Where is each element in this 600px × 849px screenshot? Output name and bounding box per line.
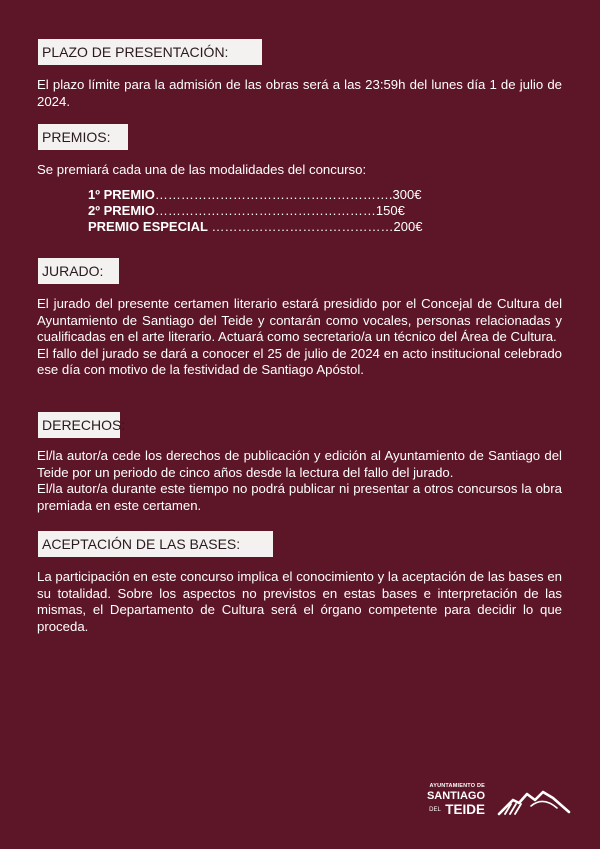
prize-label: PREMIO ESPECIAL [88, 219, 208, 234]
plazo-paragraph: El plazo límite para la admisión de las obras será a las 23:59h del lunes día 1 de julio de 2024. [37, 77, 562, 109]
teide-mountain-icon [497, 786, 571, 816]
plazo-text [37, 77, 562, 110]
derechos-text [37, 448, 562, 514]
prize-dots: …………………………………… [207, 219, 394, 234]
jurado-text [37, 296, 562, 379]
ayuntamiento-logo [425, 784, 575, 820]
derechos-paragraph-1: El/la autor/a cede los derechos de publicación y edición al Ayuntamiento de Santiago del Teide por un periodo de cinco años desde la lectura del fallo del jurado. [37, 448, 562, 480]
prize-amount: 200€ [393, 219, 423, 234]
prize-amount: 150€ [375, 203, 405, 218]
premios-paragraph: Se premiará cada una de las modalidades del concurso: [37, 162, 367, 177]
jurado-paragraph-1: El jurado del presente certamen literario estará presidido por el Concejal de Cultura del Ayuntamiento de Santiago del Teide y contarán como vocales, personas relacionadas y cualificadas en el arte literario. Actuará como secretario/a un técnico del Área de Cultura. [37, 296, 562, 344]
prize-label: 1º PREMIO [88, 187, 155, 202]
logo-line-3 [425, 802, 485, 818]
logo-line-3a: DEL [429, 806, 441, 813]
section-heading-premios: PREMIOS: [38, 124, 128, 150]
aceptacion-paragraph: La participación en este concurso implica el conocimiento y la aceptación de las bases en su totalidad. Sobre los aspectos no previstos en estas bases e interpretación de las mismas, el Departamento de Cultura será el órgano competente para decidir lo que proceda. [37, 569, 562, 634]
section-heading-derechos: DERECHOS: [38, 412, 120, 438]
logo-line-3b: TEIDE [445, 801, 485, 817]
logo-line-1: AYUNTAMIENTO DE [429, 783, 485, 789]
prize-label: 2º PREMIO [88, 203, 155, 218]
prize-dots: …………………………………………… [154, 203, 376, 218]
section-heading-jurado: JURADO: [38, 258, 119, 284]
logo-line-2: SANTIAGO [426, 789, 485, 802]
section-heading-aceptacion: ACEPTACIÓN DE LAS BASES: [38, 531, 273, 557]
premios-text [37, 162, 562, 179]
derechos-paragraph-2: El/la autor/a durante este tiempo no podrá publicar ni presentar a otros concursos la obra premiada en este certamen. [37, 481, 562, 513]
logo-text [425, 784, 485, 818]
prize-row-1 [88, 187, 421, 203]
prize-dots: ………………………………………………. [154, 187, 393, 202]
prize-amount: 300€ [392, 187, 422, 202]
aceptacion-text [37, 569, 562, 635]
prize-row-2 [88, 203, 405, 219]
section-heading-plazo: PLAZO DE PRESENTACIÓN: [38, 39, 262, 65]
prize-row-3 [88, 219, 422, 235]
jurado-paragraph-2: El fallo del jurado se dará a conocer el 25 de julio de 2024 en acto institucional celebrado ese día con motivo de la festividad de Santiago Apóstol. [37, 345, 562, 377]
